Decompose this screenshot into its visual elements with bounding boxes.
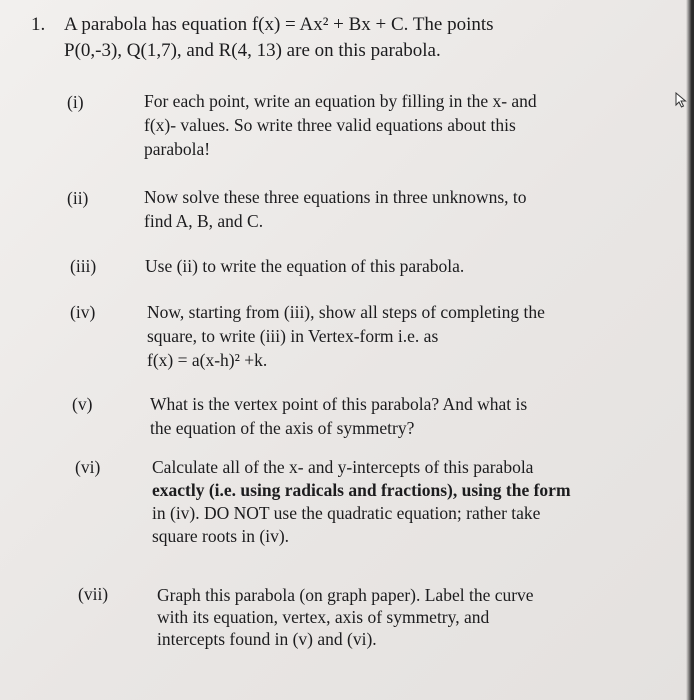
item-vi-line-1: Calculate all of the x- and y-intercepts of this parabola xyxy=(152,457,534,477)
item-vi-line-2: exactly (i.e. using radicals and fractions), using the form xyxy=(152,480,571,500)
item-v-line-2: the equation of the axis of symmetry? xyxy=(150,418,415,438)
item-label-vi: (vi) xyxy=(75,457,101,477)
item-label-vii: (vii) xyxy=(78,584,109,604)
item-label-iv: (iv) xyxy=(70,302,96,322)
item-ii-line-2: find A, B, and C. xyxy=(144,211,264,231)
item-vii-line-2: with its equation, vertex, axis of symmetry, and xyxy=(157,607,490,627)
question-number: 1. xyxy=(31,14,46,35)
question-line-1: A parabola has equation f(x) = Ax² + Bx + C. The points xyxy=(64,14,494,35)
item-vii-line-3: intercepts found in (v) and (vi). xyxy=(157,629,377,649)
item-iv-line-3: f(x) = a(x-h)² +k. xyxy=(147,350,268,370)
item-vi-line-3: in (iv). DO NOT use the quadratic equation; rather take xyxy=(152,503,541,523)
item-ii-line-1: Now solve these three equations in three unknowns, to xyxy=(144,187,527,207)
item-iii-line-1: Use (ii) to write the equation of this parabola. xyxy=(145,256,465,276)
item-vi-line-4: square roots in (iv). xyxy=(152,526,290,546)
question-line-2: P(0,-3), Q(1,7), and R(4, 13) are on this parabola. xyxy=(64,40,441,61)
item-i-line-2: f(x)- values. So write three valid equations about this xyxy=(144,115,516,135)
item-label-ii: (ii) xyxy=(67,188,89,208)
mouse-pointer-icon xyxy=(675,92,687,108)
item-iv-line-1: Now, starting from (iii), show all steps of completing the xyxy=(147,302,545,322)
item-label-v: (v) xyxy=(72,394,93,414)
item-i-line-1: For each point, write an equation by filling in the x- and xyxy=(144,91,537,111)
item-label-i: (i) xyxy=(67,92,84,112)
item-iv-line-2: square, to write (iii) in Vertex-form i.e. as xyxy=(147,326,439,346)
item-v-line-1: What is the vertex point of this parabola? And what is xyxy=(150,394,528,414)
page-edge-shadow xyxy=(686,0,694,700)
item-vii-line-1: Graph this parabola (on graph paper). Label the curve xyxy=(157,585,534,605)
item-label-iii: (iii) xyxy=(70,256,97,276)
item-i-line-3: parabola! xyxy=(144,139,211,159)
